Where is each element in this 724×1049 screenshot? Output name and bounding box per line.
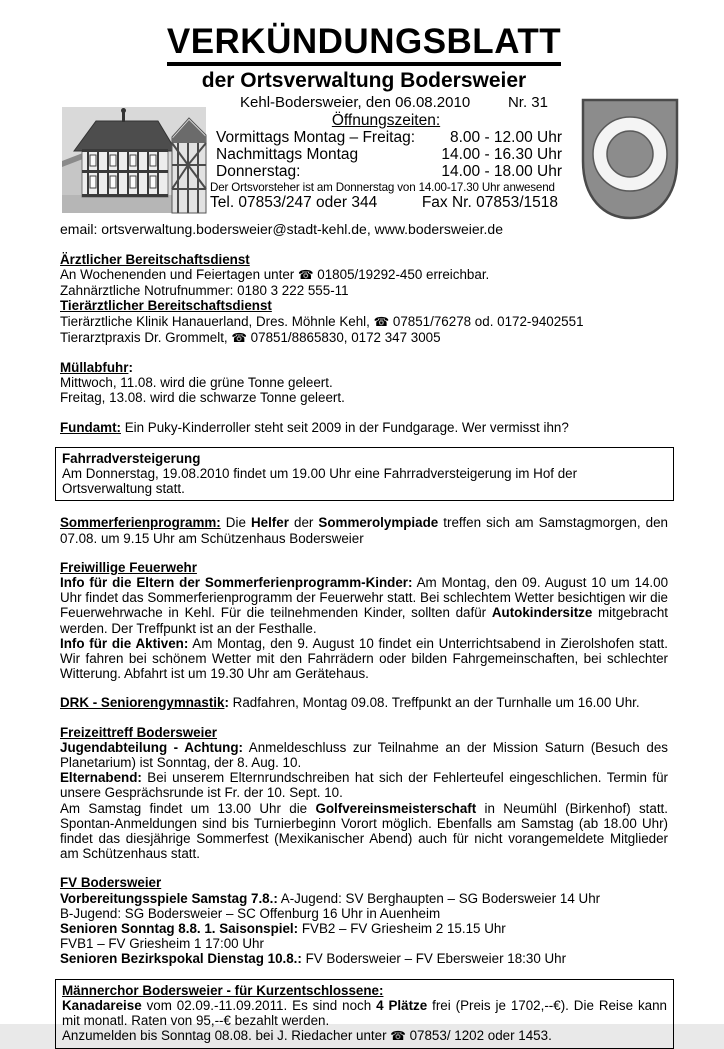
text-run: Am Montag, den 09. August 10 um 14.00 Uhr findet das Sommerferienprogramm der Feuerwehr statt. Bei schlechtem Wetter besichtigen wir die Feuerwehrwache in Kehl. Für die teilnehmenden Kinder, sollten dafür: [60, 575, 669, 621]
text-run: Ein Puky-Kinderroller steht seit 2009 in der Fundgarage. Wer vermisst ihn?: [121, 419, 569, 435]
header-info: [60, 95, 668, 217]
place-date: Kehl-Bodersweier, den 06.08.2010: [240, 93, 471, 111]
inline-label: Jugendabteilung - Achtung:: [60, 739, 243, 755]
text-run: 07853/ 1202 oder 1453.: [405, 1028, 552, 1044]
text-line: [60, 891, 668, 906]
section-heading: Ärztlicher Bereitschaftsdienst: [60, 251, 250, 267]
paragraph: [60, 770, 668, 800]
hour-time: 14.00 - 16.30 Uhr: [441, 145, 562, 163]
text-run: 07851/8865830, 0172 347 3005: [246, 329, 441, 345]
text-line: [60, 330, 668, 346]
text-run: FVB2 – FV Griesheim 2 15.15 Uhr: [298, 921, 506, 937]
house-photo: [62, 107, 206, 213]
section-heading: [60, 360, 668, 375]
paragraph: [60, 801, 668, 862]
hours-row: [210, 129, 562, 146]
text-line: Am Donnerstag, 19.08.2010 findet um 19.00 Uhr eine Fahrradversteigerung im Hof der Ortsverwaltung statt.: [62, 465, 578, 497]
inline-label: Info für die Aktiven:: [60, 635, 189, 651]
paragraph: [62, 998, 667, 1028]
box-heading: Fahrradversteigerung: [62, 450, 201, 466]
telephone-number: Tel. 07853/247 oder 344: [210, 194, 378, 212]
fax-number: Fax Nr. 07853/1518: [421, 194, 558, 212]
text-run: A-Jugend: SV Berghaupten – SG Bodersweier 14 Uhr: [277, 890, 601, 906]
inline-label: Info für die Eltern der Sommerferienprogramm-Kinder:: [60, 575, 413, 590]
section-heading: Tierärztlicher Bereitschaftsdienst: [60, 298, 272, 314]
inline-label: Vorbereitungsspiele Samstag 7.8.:: [60, 890, 278, 906]
paragraph: [60, 636, 668, 682]
hours-title: Öffnungszeiten:: [331, 111, 441, 129]
text-run: 01805/19292-450 erreichbar.: [313, 266, 490, 282]
hour-label: Vormittags Montag – Freitag:: [216, 128, 416, 146]
text-line: [60, 314, 668, 330]
text-run: treffen sich am Samstagmorgen, den 07.08. um 9.15 Uhr am Schützenhaus Bodersweier: [60, 515, 668, 546]
text-run: 07851/76278 od. 0172-9402551: [389, 313, 584, 329]
text-run: Bei unserem Elternrundschreiben hat sich der Fehlerteufel eingeschlichen. Termin für unsere Gesprächsrunde ist Fr. der 10. Sept. 10.: [60, 770, 668, 801]
heading-colon: :: [128, 359, 133, 375]
page-title: VERKÜNDUNGSBLATT: [167, 24, 561, 66]
section-heading: Freizeittreff Bodersweier: [60, 724, 218, 740]
text-run-bold: Autokindersitze: [491, 605, 593, 621]
section-drk-gymnastics: [60, 695, 668, 710]
text-run: Am Samstag findet um 13.00 Uhr die: [60, 800, 316, 816]
text-run-bold: 4 Plätze: [376, 997, 428, 1013]
text-run: vom 02.09.-11.09.2011. Es sind noch: [141, 997, 377, 1013]
box-heading: Männerchor Bodersweier - für Kurzentschlossene:: [62, 982, 384, 998]
text-run: frei (Preis je 1702,--€). Die Reise kann mit monatl. Raten von 95,--€ bezahlt werden.: [62, 997, 667, 1029]
heading-colon: :: [224, 695, 229, 711]
section-medical-emergency: [60, 252, 668, 346]
document-body: [60, 252, 668, 1049]
text-line: [62, 1028, 667, 1044]
text-run: der: [288, 515, 319, 531]
phone-icon: ☎: [231, 330, 247, 345]
hour-label: Nachmittags Montag: [216, 145, 359, 163]
hour-time: 8.00 - 12.00 Uhr: [449, 128, 562, 146]
phone-icon: ☎: [297, 267, 314, 282]
heading-text: Müllabfuhr: [60, 359, 129, 375]
text-line: [60, 921, 668, 936]
section-waste-collection: [60, 360, 668, 406]
text-run: Tierarztpraxis Dr. Grommelt,: [60, 329, 232, 345]
tel-fax-row: [210, 194, 562, 212]
phone-icon: ☎: [390, 1029, 406, 1044]
inline-label: Sommerferienprogramm:: [60, 515, 221, 531]
inline-label: DRK - Seniorengymnastik: [60, 695, 225, 711]
text-line: [60, 951, 668, 966]
masthead: [60, 24, 668, 66]
section-heading: FV Bodersweier: [60, 875, 162, 891]
email-line: [60, 221, 668, 238]
text-line: Mittwoch, 11.08. wird die grüne Tonne geleert.: [60, 375, 333, 391]
text-run: Tierärztliche Klinik Hanauerland, Dres. Möhnle Kehl,: [60, 313, 374, 329]
text-run: mitgebracht werden. Der Treffpunkt ist an der Festhalle.: [60, 605, 668, 636]
email-address: ortsverwaltung.bodersweier@stadt-kehl.de, www.bodersweier.de: [101, 220, 503, 237]
text-run: Am Montag, den 9. August 10 findet ein Unterrichtsabend in Zierolshofen statt. Wir fahren bei schönem Wetter mit den Fahrrädern oder bilden Fahrgemeinschaften, bei schlechter Witterung. Abfahrt ist um 19.30 Uhr am Gerätehaus.: [60, 635, 668, 682]
section-fire-brigade: [60, 560, 668, 682]
paragraph: [60, 740, 668, 770]
text-line: Zahnärztliche Notrufnummer: 0180 3 222 555-11: [60, 283, 349, 299]
text-line: Freitag, 13.08. wird die schwarze Tonne geleert.: [60, 390, 345, 406]
hour-time: 14.00 - 18.00 Uhr: [441, 163, 562, 181]
text-run: Anmeldeschluss zur Teilnahme an der Mission Saturn (Besuch des Planetarium) ist Sonntag, der 8. Aug. 10.: [60, 739, 668, 771]
text-run-bold: Kanadareise: [62, 997, 142, 1013]
header-center-column: [210, 95, 562, 213]
issue-number: Nr. 31: [507, 93, 548, 111]
hours-row: [210, 146, 562, 163]
phone-icon: ☎: [373, 314, 390, 329]
text-run: An Wochenenden und Feiertagen unter: [60, 266, 298, 282]
text-run: Die: [220, 515, 251, 531]
paragraph: [60, 575, 668, 636]
section-summer-program: [60, 515, 668, 545]
date-row: [210, 95, 562, 111]
email-label: email:: [60, 220, 98, 237]
section-lost-and-found: [60, 420, 668, 435]
page-subtitle: der Ortsverwaltung Bodersweier: [201, 68, 527, 92]
inline-label: Senioren Sonntag 8.8. 1. Saisonspiel:: [60, 921, 299, 937]
hours-row: [210, 163, 562, 180]
hour-label: Donnerstag:: [216, 163, 301, 181]
section-heading: Freiwillige Feuerwehr: [60, 559, 197, 575]
text-run: Radfahren, Montag 09.08. Treffpunkt an der Turnhalle um 16.00 Uhr.: [228, 695, 640, 711]
section-leisure-club: [60, 725, 668, 862]
text-line: [60, 420, 668, 435]
text-run-bold: Helfer: [250, 515, 289, 531]
text-line: B-Jugend: SG Bodersweier – SC Offenburg 16 Uhr in Auenheim: [60, 905, 441, 921]
mayor-note: Der Ortsvorsteher ist am Donnerstag von 14.00-17.30 Uhr anwesend: [210, 181, 555, 195]
text-line: FVB1 – FV Griesheim 1 17:00 Uhr: [60, 936, 264, 952]
inline-label: Fundamt:: [60, 419, 121, 435]
coat-of-arms: [580, 97, 680, 221]
text-run: Anzumelden bis Sonntag 08.08. bei J. Riedacher unter: [62, 1028, 391, 1044]
inline-label: Elternabend:: [60, 770, 142, 786]
text-run-bold: Sommerolympiade: [318, 515, 439, 531]
box-mens-choir: [55, 979, 674, 1049]
section-football-club: [60, 875, 668, 966]
box-bicycle-auction: [55, 447, 674, 502]
text-run-bold: Golfvereinsmeisterschaft: [315, 800, 477, 816]
text-run: in Neumühl (Birkenhof) statt. Spontan-Anmeldungen sind bis Turnierbeginn Vorort möglich. Ebenfalls am Samstag (ab 18.00 Uhr) findet das diesjährige Sommerfest (Mexikanischer Abend) auch für nicht vorangemeldete Mitglieder am Schützenhaus statt.: [60, 800, 668, 862]
inline-label: Senioren Bezirkspokal Dienstag 10.8.:: [60, 951, 302, 967]
text-run: FV Bodersweier – FV Ebersweier 18:30 Uhr: [301, 951, 567, 967]
text-line: [60, 267, 668, 283]
paragraph: [60, 515, 668, 545]
text-line: [60, 695, 668, 710]
